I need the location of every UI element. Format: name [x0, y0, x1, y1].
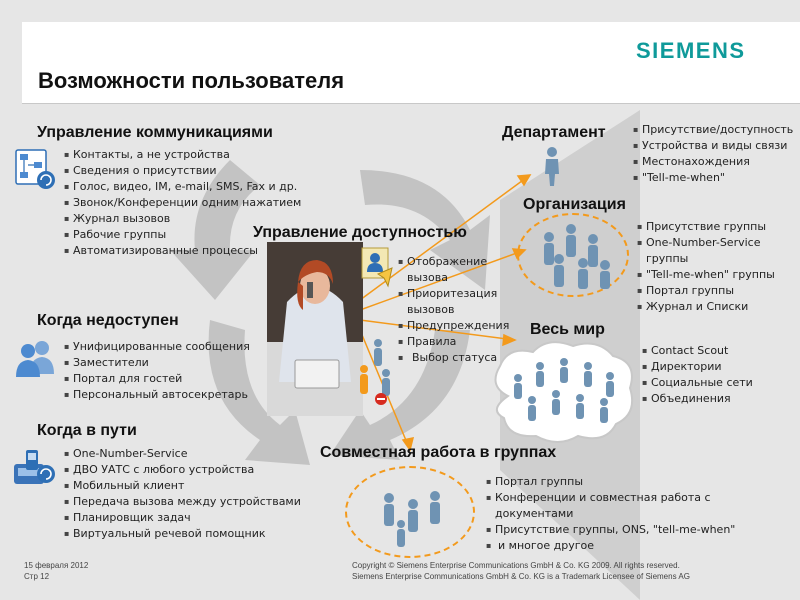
list-item: ▪ Присутствие/доступность: [633, 122, 793, 138]
list-item: ▪ Рабочие группы: [64, 227, 301, 243]
list-item: ▪ Устройства и виды связи: [633, 138, 793, 154]
section-unavail-title: Когда недоступен: [37, 312, 179, 329]
presence-users-icon: [360, 246, 394, 290]
list-item: ▪ Предупреждения: [398, 318, 498, 334]
list-item: ▪ Объединения: [642, 391, 753, 407]
footer-page-number: Стр 12: [24, 572, 50, 581]
section-world-title: Весь мир: [530, 321, 605, 338]
list-item: ▪ Журнал и Списки: [637, 299, 797, 315]
section-org-list: [637, 219, 797, 315]
list-item: ▪ Правила: [398, 334, 498, 350]
section-org-title: Организация: [523, 196, 626, 213]
list-item: ▪ Директории: [642, 359, 753, 375]
siemens-logo: SIEMENS: [636, 38, 746, 63]
list-item: ▪ "Tell-me-when" группы: [637, 267, 797, 283]
section-mobile-list: [64, 446, 301, 542]
page-title: Возможности пользователя: [38, 68, 345, 93]
list-item: ▪ Персональный автосекретарь: [64, 387, 250, 403]
collaboration-circle: [345, 466, 475, 558]
list-item: ▪ Автоматизированные процессы: [64, 243, 301, 259]
list-item: ▪ Портал группы: [637, 283, 797, 299]
list-item: ▪ Сведения о присутствии: [64, 163, 301, 179]
mobile-phone-icon: [12, 446, 58, 488]
world-cloud: [488, 336, 638, 446]
network-diagram-icon: [14, 148, 56, 190]
list-item: ▪ Планировщик задач: [64, 510, 301, 526]
woman-on-phone-photo: [267, 242, 363, 416]
list-item: ▪ Заместители: [64, 355, 250, 371]
list-item: ▪ One-Number-Service группы: [637, 235, 797, 267]
list-item: ▪ Унифицированные сообщения: [64, 339, 250, 355]
list-item: ▪ Местонахождения: [633, 154, 793, 170]
list-item: ▪ Присутствие группы, ONS, "tell-me-when": [486, 522, 731, 538]
footer-left: [24, 560, 88, 582]
list-item: ▪ Виртуальный речевой помощник: [64, 526, 301, 542]
list-item: ▪ Выбор статуса: [398, 350, 498, 366]
list-item: ▪ Присутствие группы: [637, 219, 797, 235]
section-collab-list: [486, 474, 736, 554]
list-item: ▪ Голос, видео, IM, e-mail, SMS, Fax и др.: [64, 179, 301, 195]
list-item: ▪ Конференции и совместная работа с документами: [486, 490, 731, 522]
list-item: ▪ Контакты, а не устройства: [64, 147, 301, 163]
section-avail-list: [398, 254, 510, 366]
list-item: ▪ Журнал вызовов: [64, 211, 301, 227]
section-unavail-list: [64, 339, 250, 403]
list-item: ▪ Портал для гостей: [64, 371, 250, 387]
section-mobile-title: Когда в пути: [37, 422, 137, 439]
list-item: ▪ Приоритезация вызовов: [398, 286, 498, 318]
list-item: ▪ "Tell-me-when": [633, 170, 793, 186]
list-item: ▪ Contact Scout: [642, 343, 753, 359]
section-dept-title: Департамент: [502, 124, 606, 141]
footer-right: [352, 560, 690, 582]
two-users-icon: [12, 338, 60, 378]
section-dept-list: [633, 122, 793, 186]
section-comm-title: Управление коммуникациями: [37, 124, 273, 141]
list-item: ▪ Звонок/Конференции одним нажатием: [64, 195, 301, 211]
footer-date: 15 февраля 2012: [24, 561, 89, 570]
section-comm-list: [64, 147, 301, 259]
section-collab-title: Совместная работа в группах: [320, 444, 557, 461]
section-world-list: [642, 343, 753, 407]
list-item: ▪ и многое другое: [486, 538, 731, 554]
list-item: ▪ Мобильный клиент: [64, 478, 301, 494]
organization-circle: [517, 213, 629, 297]
people-status-cluster: [350, 335, 400, 410]
list-item: ▪ Портал группы: [486, 474, 731, 490]
list-item: ▪ Социальные сети: [642, 375, 753, 391]
list-item: ▪ ДВО УАТС с любого устройства: [64, 462, 301, 478]
person-icon: [541, 146, 563, 186]
list-item: ▪ One-Number-Service: [64, 446, 301, 462]
footer-trademark: Siemens Enterprise Communications GmbH & Co. KG is a Trademark Licensee of Siemens AG: [352, 572, 690, 581]
section-avail-title: Управление доступностью: [253, 224, 467, 241]
list-item: ▪ Отображение вызова: [398, 254, 498, 286]
footer-copyright: Copyright © Siemens Enterprise Communications GmbH & Co. KG 2009. All rights reserved.: [352, 561, 680, 570]
list-item: ▪ Передача вызова между устройствами: [64, 494, 301, 510]
